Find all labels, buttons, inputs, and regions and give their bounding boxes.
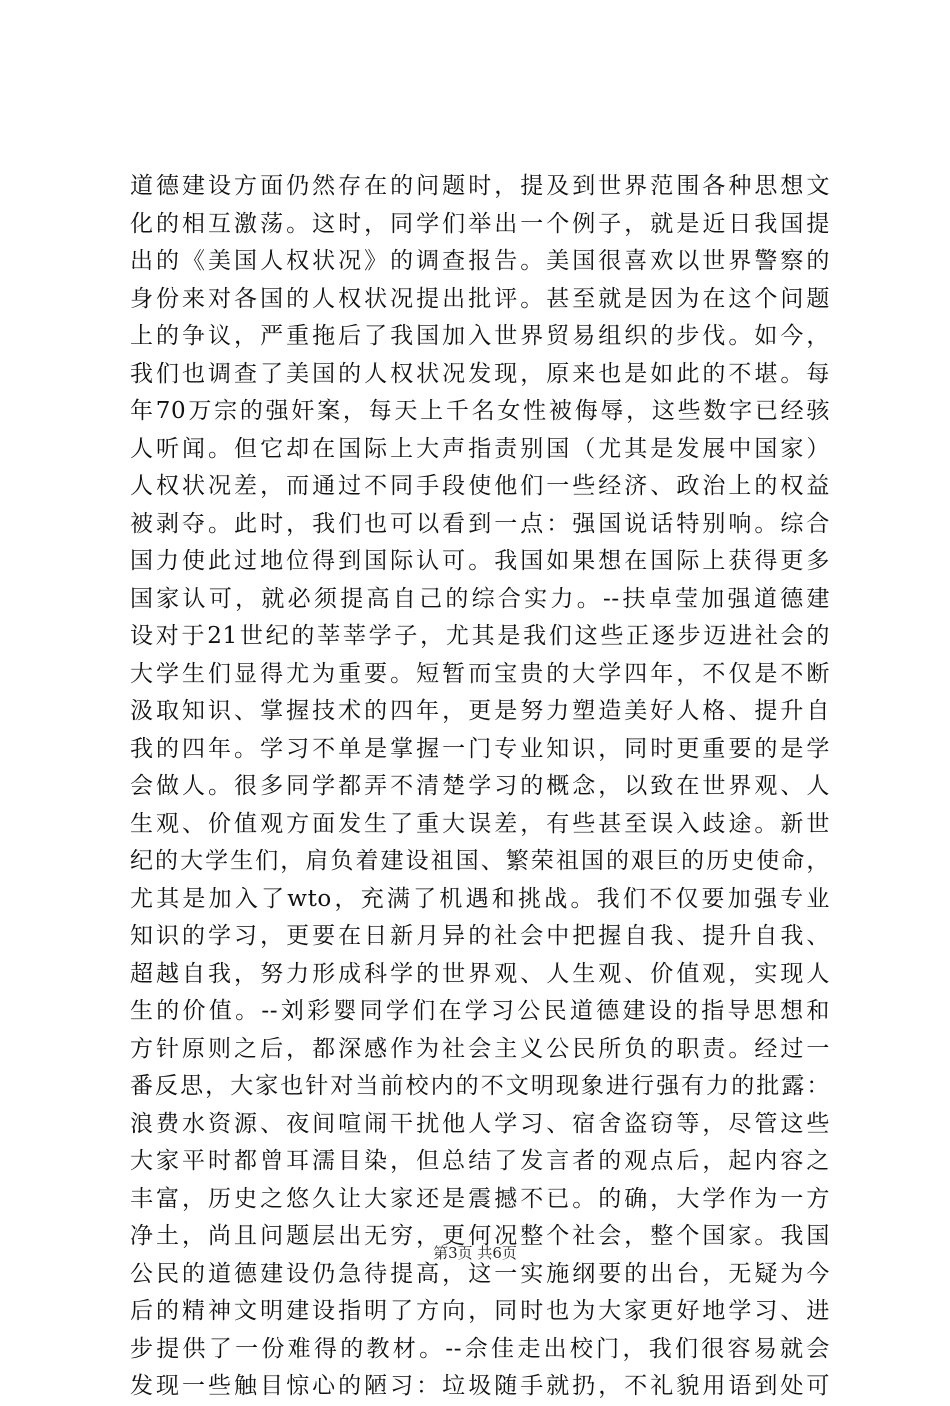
text-line: 道德建设方面仍然存在的问题时，提及到世界范围各种思想文 bbox=[130, 173, 830, 199]
text-line: 大学生们显得尤为重要。短暂而宝贵的大学四年，不仅是不断 bbox=[130, 660, 830, 687]
text-line: 发现一些触目惊心的陋习：垃圾随手就扔，不礼貌用语到处可 bbox=[130, 1373, 830, 1399]
text-line: 知识的学习，更要在日新月异的社会中把握自我、提升自我、 bbox=[130, 923, 830, 949]
text-line: 会做人。很多同学都弄不清楚学习的概念，以致在世界观、人 bbox=[130, 773, 830, 799]
text-line: 我的四年。学习不单是掌握一门专业知识，同时更重要的是学 bbox=[130, 735, 830, 762]
text-line: 我们也调查了美国的人权状况发现，原来也是如此的不堪。每 bbox=[130, 360, 830, 387]
text-line: 丰富，历史之悠久让大家还是震撼不已。的确，大学作为一方 bbox=[130, 1185, 830, 1212]
text-line: 出的《美国人权状况》的调查报告。美国很喜欢以世界警察的 bbox=[130, 248, 830, 274]
text-line: 方针原则之后，都深感作为社会主义公民所负的职责。经过一 bbox=[130, 1035, 830, 1062]
text-line: 上的争议，严重拖后了我国加入世界贸易组织的步伐。如今， bbox=[130, 323, 830, 349]
text-line: 化的相互激荡。这时，同学们举出一个例子，就是近日我国提 bbox=[130, 210, 830, 237]
text-line: 设对于21世纪的莘莘学子，尤其是我们这些正逐步迈进社会的 bbox=[130, 623, 830, 649]
text-line: 国家认可，就必须提高自己的综合实力。--扶卓莹加强道德建 bbox=[130, 585, 830, 612]
text-line: 番反思，大家也针对当前校内的不文明现象进行强有力的批露： bbox=[130, 1073, 830, 1099]
text-line: 超越自我，努力形成科学的世界观、人生观、价值观，实现人 bbox=[130, 960, 830, 987]
text-line: 身份来对各国的人权状况提出批评。甚至就是因为在这个问题 bbox=[130, 285, 830, 312]
text-line: 被剥夺。此时，我们也可以看到一点：强国说话特别响。综合 bbox=[130, 510, 830, 537]
text-line: 纪的大学生们，肩负着建设祖国、繁荣祖国的艰巨的历史使命， bbox=[130, 848, 830, 874]
text-line: 汲取知识、掌握技术的四年，更是努力塑造美好人格、提升自 bbox=[130, 698, 830, 724]
text-line: 人听闻。但它却在国际上大声指责别国（尤其是发展中国家） bbox=[130, 435, 830, 462]
text-line: 公民的道德建设仍急待提高，这一实施纲要的出台，无疑为今 bbox=[130, 1260, 830, 1287]
text-line: 大家平时都曾耳濡目染，但总结了发言者的观点后，起内容之 bbox=[130, 1148, 830, 1174]
page-footer: 第3页 共6页 bbox=[433, 1244, 517, 1262]
text-line: 浪费水资源、夜间喧闹干扰他人学习、宿舍盗窃等，尽管这些 bbox=[130, 1110, 830, 1137]
body-text bbox=[130, 168, 830, 1406]
text-line: 生观、价值观方面发生了重大误差，有些甚至误入歧途。新世 bbox=[130, 810, 830, 837]
text-line: 生的价值。--刘彩婴同学们在学习公民道德建设的指导思想和 bbox=[130, 998, 830, 1024]
text-line: 年70万宗的强奸案，每天上千名女性被侮辱，这些数字已经骇 bbox=[130, 398, 830, 424]
text-line: 步提供了一份难得的教材。--佘佳走出校门，我们很容易就会 bbox=[130, 1335, 830, 1362]
text-line: 净土，尚且问题层出无穷，更何况整个社会，整个国家。我国 bbox=[130, 1223, 830, 1249]
text-line: 国力使此过地位得到国际认可。我国如果想在国际上获得更多 bbox=[130, 548, 830, 574]
text-line: 后的精神文明建设指明了方向，同时也为大家更好地学习、进 bbox=[130, 1298, 830, 1324]
text-line: 人权状况差，而通过不同手段使他们一些经济、政治上的权益 bbox=[130, 473, 830, 499]
text-line: 尤其是加入了wto，充满了机遇和挑战。我们不仅要加强专业 bbox=[130, 885, 830, 912]
